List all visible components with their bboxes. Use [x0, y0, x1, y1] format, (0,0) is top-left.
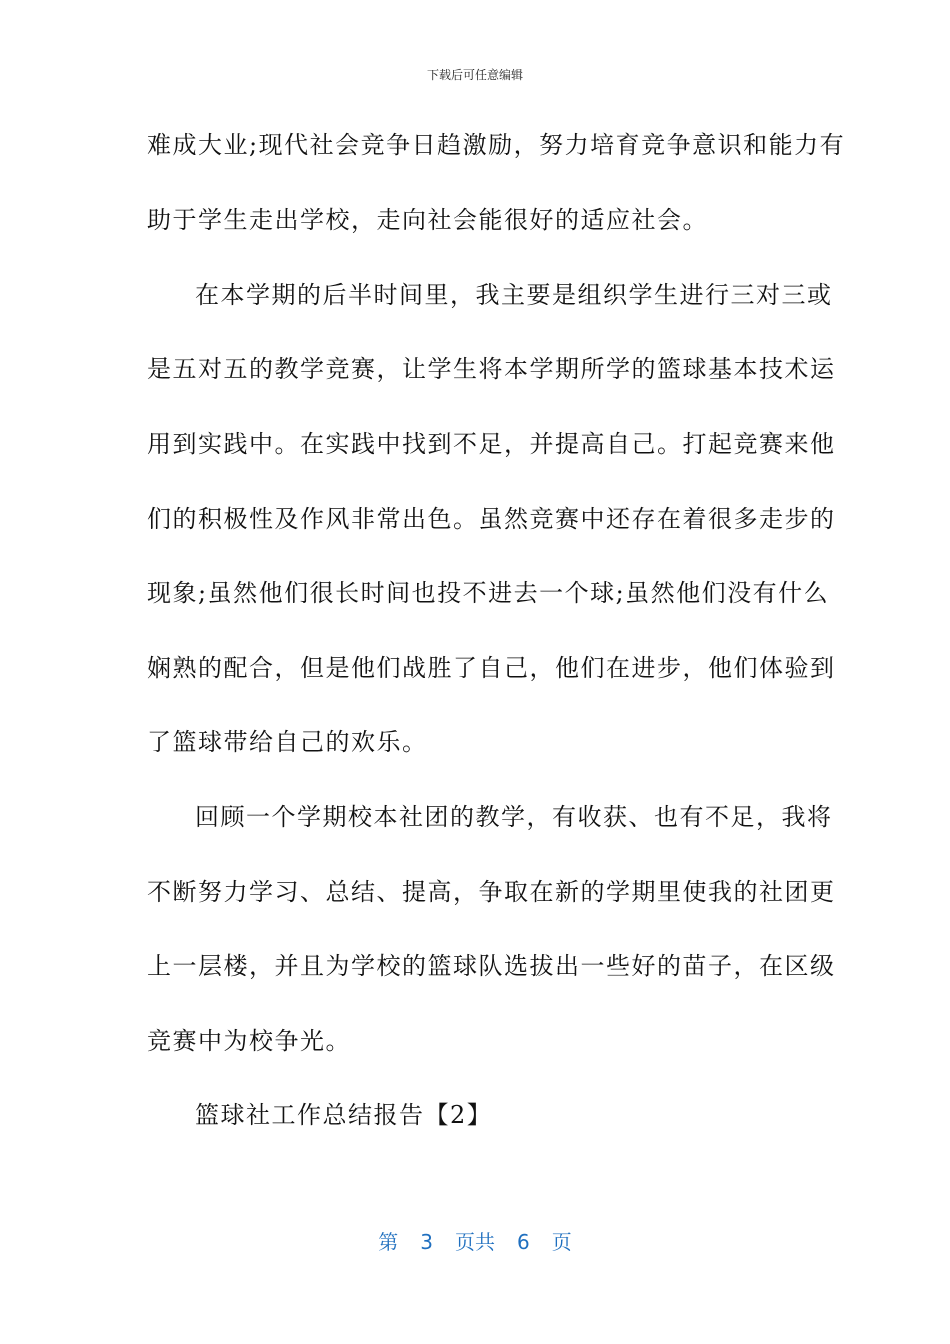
body-line: 竞赛中为校争光。 [147, 1027, 351, 1055]
page-label-mid: 页共 [455, 1230, 495, 1254]
paragraph-start-line: 回顾一个学期校本社团的教学，有收获、也有不足，我将 [195, 803, 833, 831]
header-note: 下载后可任意编辑 [426, 68, 523, 82]
body-line: 上一层楼，并且为学校的篮球队选拔出一些好的苗子，在区级 [147, 952, 836, 980]
body-line: 了篮球带给自己的欢乐。 [147, 728, 428, 756]
paragraph-start-line: 在本学期的后半时间里，我主要是组织学生进行三对三或 [195, 281, 833, 309]
page-label-prefix: 第 [378, 1230, 399, 1254]
body-line: 助于学生走出学校，走向社会能很好的适应社会。 [147, 206, 708, 234]
body-line: 是五对五的教学竞赛，让学生将本学期所学的篮球基本技术运 [147, 355, 836, 383]
body-line: 不断努力学习、总结、提高，争取在新的学期里使我的社团更 [147, 878, 836, 906]
body-line: 用到实践中。在实践中找到不足，并提高自己。打起竞赛来他 [147, 430, 836, 458]
body-line: 们的积极性及作风非常出色。虽然竞赛中还存在着很多走步的 [147, 505, 836, 533]
body-line: 现象;虽然他们很长时间也投不进去一个球;虽然他们没有什么 [147, 579, 830, 607]
page-label-suffix: 页 [551, 1230, 572, 1254]
body-line: 娴熟的配合，但是他们战胜了自己，他们在进步，他们体验到 [147, 654, 836, 682]
total-pages-number: 6 [517, 1230, 530, 1254]
body-line: 难成大业;现代社会竞争日趋激励，努力培育竞争意识和能力有 [147, 131, 846, 159]
section-heading: 篮球社工作总结报告【2】 [195, 1101, 493, 1129]
page-footer [0, 1226, 950, 1255]
current-page-number: 3 [420, 1230, 433, 1254]
